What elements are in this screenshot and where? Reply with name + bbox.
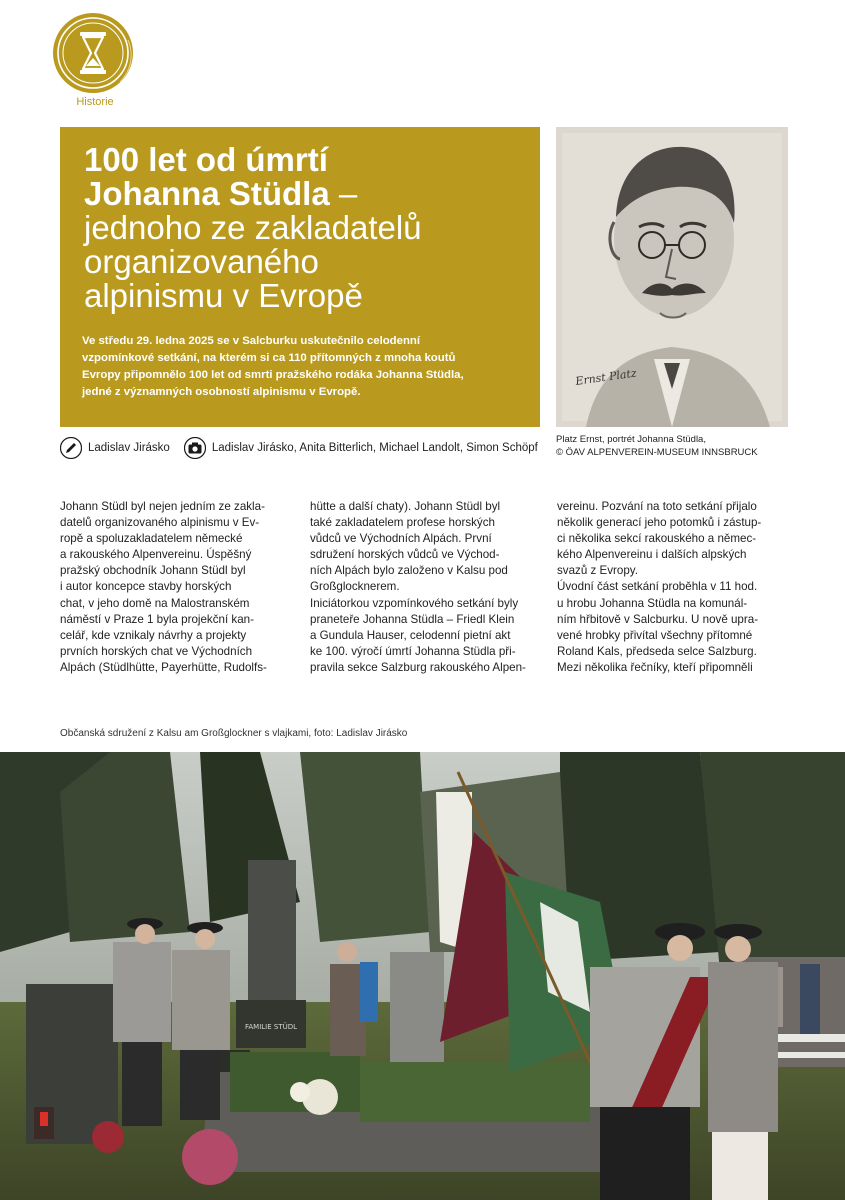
body-line: Úvodní část setkání proběhla v 11 hod.: [557, 580, 758, 594]
title-line-2: [84, 177, 520, 211]
hourglass-icon: [50, 10, 136, 96]
body-line: Großglocknerem.: [310, 580, 400, 594]
title-line-1: 100 let od úmrtí: [84, 141, 328, 178]
body-line: pravila sekce Salzburg rakouského Alpen-: [310, 660, 526, 674]
title-line-4: organizovaného: [84, 243, 319, 280]
lead-paragraph: [82, 333, 520, 401]
body-line: ních Alpách bylo založeno v Kalsu pod: [310, 564, 508, 578]
body-line: ropě a spoluzakladatelem německé: [60, 532, 243, 546]
body-line: vůdců ve Východních Alpách. První: [310, 532, 492, 546]
body-line: pražský obchodník Johann Stüdl byl: [60, 564, 246, 578]
body-line: a rakouského Alpenvereinu. Úspěšný: [60, 548, 252, 562]
author-name: Ladislav Jirásko: [88, 442, 170, 454]
title-box: [60, 127, 540, 427]
body-line: náměstí v Praze 1 byla projekční kan-: [60, 612, 254, 626]
credits-row: [60, 436, 538, 460]
body-column-3: [557, 499, 787, 676]
body-line: praneteře Johanna Stüdla – Friedl Klein: [310, 612, 515, 626]
body-line: Alpách (Stüdlhütte, Payerhütte, Rudolfs-: [60, 660, 267, 674]
lead-line: jedné z významných osobností alpinismu v Evropě.: [82, 386, 361, 398]
body-line: hütte a další chaty). Johann Stüdl byl: [310, 500, 501, 513]
body-line: prvních horských chat ve Východních: [60, 644, 253, 658]
camera-icon: [184, 437, 206, 459]
body-line: také zakladatelem profese horských: [310, 516, 495, 530]
body-line: ci několika sekcí rakouského a němec-: [557, 532, 757, 546]
portrait-caption-line: Platz Ernst, portrét Johanna Stüdla,: [556, 434, 706, 445]
body-line: u hrobu Johanna Stüdla na komunál-: [557, 596, 748, 610]
portrait-caption: [556, 433, 796, 459]
body-line: svazů z Evropy.: [557, 564, 638, 578]
body-line: Johann Stüdl byl nejen jedním ze zakla-: [60, 500, 265, 513]
body-line: kého Alpenvereinu i dalších alpských: [557, 548, 747, 562]
lead-line: Evropy připomnělo 100 let od smrti pražského rodáka Johanna Stüdla,: [82, 369, 464, 381]
body-line: datelů organizovaného alpinismu v Ev-: [60, 516, 260, 530]
pencil-icon: [60, 437, 82, 459]
lead-line: vzpomínkové setkání, na kterém si ca 110 přítomných z mnoha koutů: [82, 352, 456, 364]
cemetery-photo: [0, 752, 845, 1200]
section-label: Historie: [76, 96, 114, 108]
body-column-2: [310, 499, 538, 676]
body-line: celář, kde vznikaly návrhy a projekty: [60, 628, 247, 642]
svg-text:Ernst Platz: Ernst Platz: [574, 366, 638, 388]
photo-credits: Ladislav Jirásko, Anita Bitterlich, Michael Landolt, Simon Schöpf: [211, 442, 538, 454]
portrait-caption-line: © ÖAV ALPENVEREIN-MUSEUM INNSBRUCK: [556, 447, 758, 458]
body-line: vereinu. Pozvání na toto setkání přijalo: [557, 500, 757, 513]
grave-inscription: FAMILIE STÜDL: [244, 1023, 298, 1031]
portrait-drawing: [556, 127, 788, 427]
body-line: Mezi několika řečníky, kteří připomněli: [557, 660, 753, 674]
body-line: i autor koncepce stavby horských: [60, 580, 232, 594]
photo-caption: Občanská sdružení z Kalsu am Großglockner s vlajkami, foto: Ladislav Jirásko: [60, 728, 408, 739]
title-name: Johanna Stüdla: [84, 175, 330, 212]
body-line: chat, v jeho domě na Malostranském: [60, 596, 250, 610]
body-line: a Gundula Hauser, celodenní pietní akt: [310, 628, 511, 642]
title-dash: –: [329, 175, 358, 212]
title-line-3: jednoho ze zakladatelů: [84, 209, 422, 246]
body-line: Iniciátorkou vzpomínkového setkání byly: [310, 596, 519, 610]
body-line: ním hřbitově v Salcburku. U nově upra-: [557, 612, 759, 626]
body-line: vené hrobky přivítal všechny přítomné: [557, 628, 753, 642]
body-line: Roland Kals, předseda selce Salzburg.: [557, 644, 757, 658]
body-line: několik generací jeho potomků i zástup-: [557, 516, 762, 530]
lead-line: Ve středu 29. ledna 2025 se v Salcburku uskutečnilo celodenní: [82, 335, 421, 347]
body-column-1: [60, 499, 290, 676]
title-line-5: alpinismu v Evropě: [84, 277, 363, 314]
body-line: sdružení horských vůdců ve Východ-: [310, 548, 500, 562]
body-line: ke 100. výročí úmrtí Johanna Stüdla při-: [310, 644, 516, 658]
